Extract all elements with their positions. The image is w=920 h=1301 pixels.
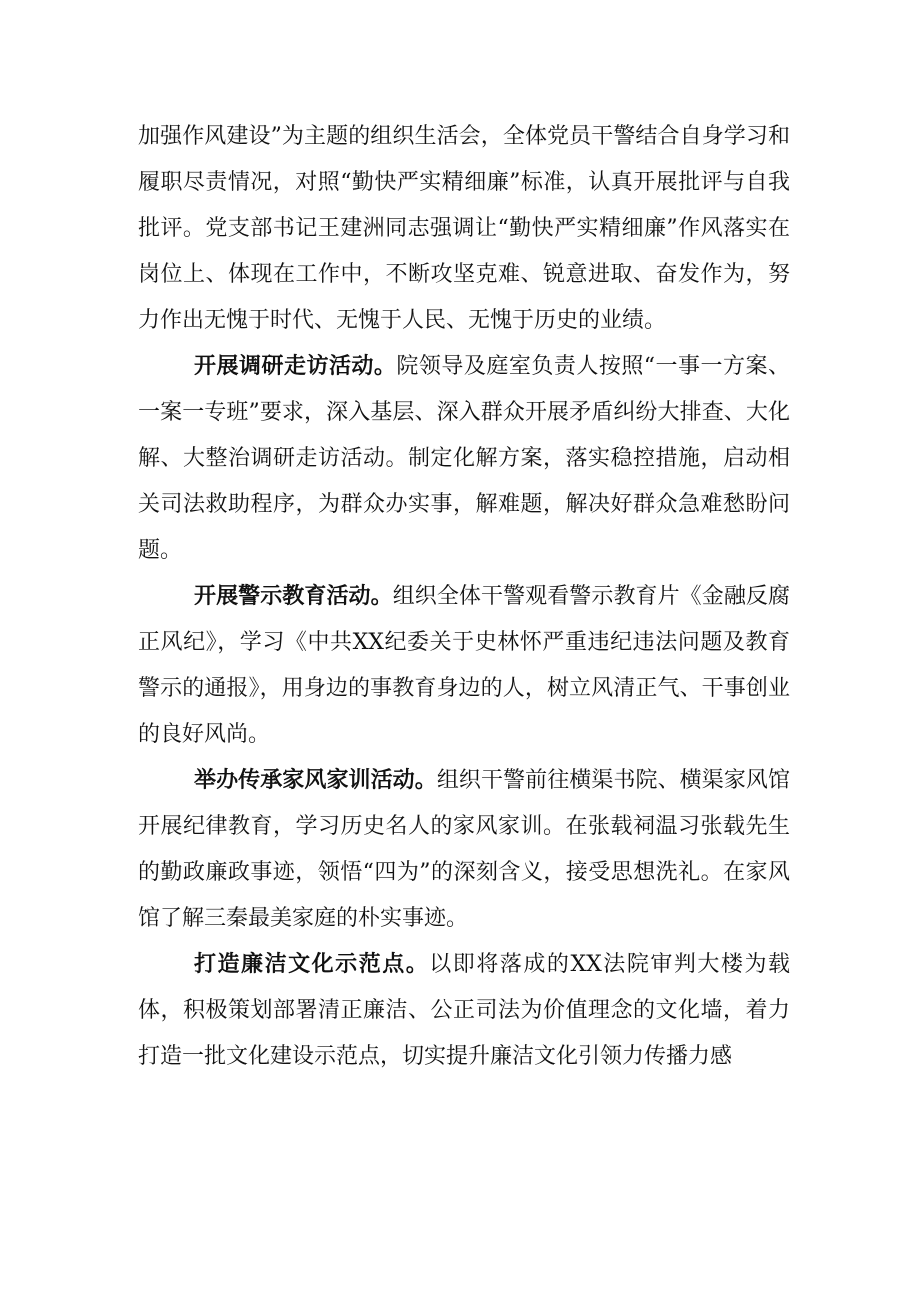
paragraph-continuation: [138, 114, 790, 344]
paragraph-text: 组织全体干警观看警示教育片《金融反腐正风纪》，学习《中共XX纪委关于史林怀严重违纪违法问题及教育警示的通报》，用身边的事教育身边的人，树立风清正气、干事创业的良好风尚。: [138, 584, 790, 747]
paragraph-text: 以即将落成的XX法院审判大楼为载体，积极策划部署清正廉洁、公正司法为价值理念的文化墙，着力打造一批文化建设示范点，切实提升廉洁文化引领力传播力感: [138, 952, 790, 1069]
paragraph-warning-education: [138, 574, 790, 758]
paragraph-text: 加强作风建设”为主题的组织生活会，全体党员干警结合自身学习和履职尽责情况，对照“勤快严实精细廉”标准，认真开展批评与自我批评。党支部书记王建洲同志强调让“勤快严实精细廉”作风落实在岗位上、体现在工作中，不断攻坚克难、锐意进取、奋发作为，努力作出无愧于时代、无愧于人民、无愧于历史的业绩。: [138, 124, 790, 333]
paragraph-heading: 举办传承家风家训活动。: [194, 768, 437, 793]
paragraph-text: 组织干警前往横渠书院、横渠家风馆开展纪律教育，学习历史名人的家风家训。在张载祠温习张载先生的勤政廉政事迹，领悟“四为”的深刻含义，接受思想洗礼。在家风馆了解三秦最美家庭的朴实事迹。: [138, 768, 790, 931]
paragraph-heading: 开展警示教育活动。: [194, 584, 393, 609]
document-body: [138, 114, 790, 1080]
paragraph-heading: 打造廉洁文化示范点。: [194, 952, 430, 977]
paragraph-research-visits: [138, 344, 790, 574]
paragraph-text: 院领导及庭室负责人按照“一事一方案、一案一专班”要求，深入基层、深入群众开展矛盾纠纷大排查、大化解、大整治调研走访活动。制定化解方案，落实稳控措施，启动相关司法救助程序，为群众办实事，解难题，解决好群众急难愁盼问题。: [138, 354, 790, 563]
paragraph-family-tradition: [138, 758, 790, 942]
paragraph-integrity-culture: [138, 942, 790, 1080]
paragraph-heading: 开展调研走访活动。: [194, 354, 397, 379]
